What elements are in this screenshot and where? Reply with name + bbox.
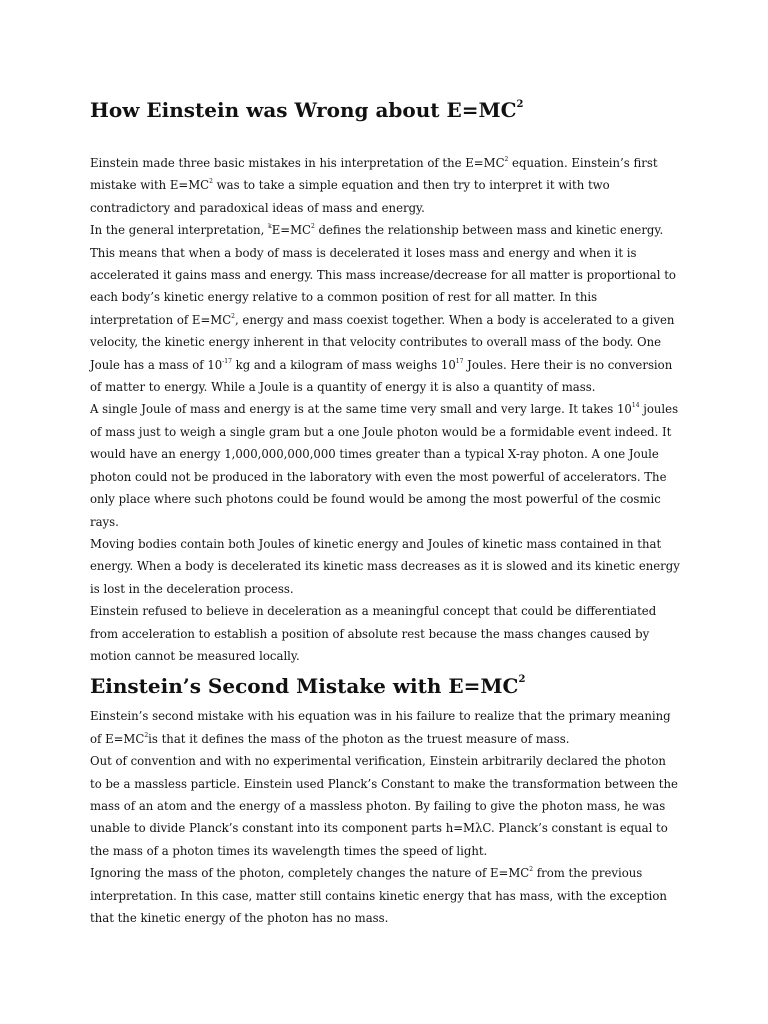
text-run: In the general interpretation, — [90, 223, 269, 238]
text-run: equation. Einstein’s first mistake with E=MC — [90, 156, 658, 193]
superscript: 2 — [529, 866, 534, 874]
superscript: 2 — [504, 156, 509, 163]
text-run: is that it defines the mass of the photon as the truest measure of mass. — [148, 731, 570, 746]
paragraph — [90, 533, 680, 600]
text-run: E=MC — [271, 223, 311, 238]
title-text: How Einstein was Wrong about E=MC — [90, 98, 517, 122]
text-run: from the previous interpretation. In this case, matter still contains kinetic energy that has mass, with the exception that the kinetic energy of the photon has no mass. — [90, 866, 667, 925]
superscript: k — [268, 223, 272, 231]
text-run: A single Joule of mass and energy is at the same time very small and very large. It takes 10 — [90, 402, 632, 417]
text-run: joules of mass just to weigh a single gram but a one Joule photon would be a formidable event indeed. It would have an energy 1,000,000,000,000 times greater than a typical X-ray photon. A one Joule photon could not be produced in the laboratory with even the most powerful of accelerators. The only place where such photons could be found would be among the most powerful of the cosmic rays. — [90, 402, 679, 529]
text-run: kg and a kilogram of mass weighs 10 — [231, 357, 456, 372]
paragraph — [90, 705, 680, 750]
section-heading-superscript: 2 — [518, 674, 526, 686]
paragraph — [90, 219, 680, 398]
text-run: Joules. Here their is no conversion of matter to energy. While a Joule is a quantity of energy it is also a quantity of mass. — [90, 357, 673, 395]
paragraph — [90, 398, 680, 532]
document-title — [90, 96, 680, 124]
paragraph — [90, 862, 680, 929]
text-run: was to take a simple equation and then try to interpret it with two contradictory and paradoxical ideas of mass and energy. — [90, 178, 610, 215]
superscript: 2 — [144, 731, 149, 739]
title-superscript: 2 — [516, 99, 524, 110]
superscript: 17 — [455, 357, 464, 365]
superscript: -17 — [222, 357, 232, 365]
text-run: Einstein made three basic mistakes in his interpretation of the E=MC — [90, 156, 505, 170]
text-run: Einstein refused to believe in deceleration as a meaningful concept that could be differentiated from acceleration to establish a position of absolute rest because the mass changes caused by motion cannot be measured locally. — [90, 604, 657, 663]
section-heading — [90, 671, 680, 701]
text-run: Einstein’s second mistake with his equation was in his failure to realize that the primary meaning of E=MC — [90, 709, 671, 746]
paragraph — [90, 152, 680, 219]
paragraph — [90, 750, 680, 862]
superscript: 2 — [209, 178, 213, 186]
section-second-mistake — [90, 705, 680, 929]
superscript: 14 — [631, 402, 640, 410]
text-run: Out of convention and with no experimental verification, Einstein arbitrarily declared the photon to be a massless particle. Einstein used Planck’s Constant to make the transformation between the mass of an atom and the energy of a massless photon. By failing to give the photon mass, he was unable to divide Planck’s constant into its component parts h=MλC. Planck’s constant is equal to the mass of a photon times its wavelength times the speed of light. — [90, 754, 678, 858]
text-run: , energy and mass coexist together. When a body is accelerated to a given velocity, the kinetic energy inherent in that velocity contributes to overall mass of the body. One Joule has a mass of 10 — [90, 312, 675, 372]
superscript: 2 — [231, 312, 235, 320]
text-run: Moving bodies contain both Joules of kinetic energy and Joules of kinetic mass contained in that energy. When a body is decelerated its kinetic mass decreases as it is slowed and its kinetic energy is lost in the deceleration process. — [90, 536, 680, 596]
text-run: Ignoring the mass of the photon, completely changes the nature of E=MC — [90, 866, 530, 881]
section-heading-text: Einstein’s Second Mistake with E=MC — [90, 674, 519, 699]
superscript: 2 — [310, 223, 315, 231]
section-first-mistake — [90, 152, 680, 667]
paragraph — [90, 600, 680, 667]
document-page — [90, 96, 680, 929]
text-run: defines the relationship between mass and kinetic energy. This means that when a body of mass is decelerated it loses mass and energy and when it is accelerated it gains mass and energy. This mass increase/decrease for all matter is proportional to each body’s kinetic energy relative to a common position of rest for all matter. In this interpretation of E=MC — [90, 223, 676, 327]
